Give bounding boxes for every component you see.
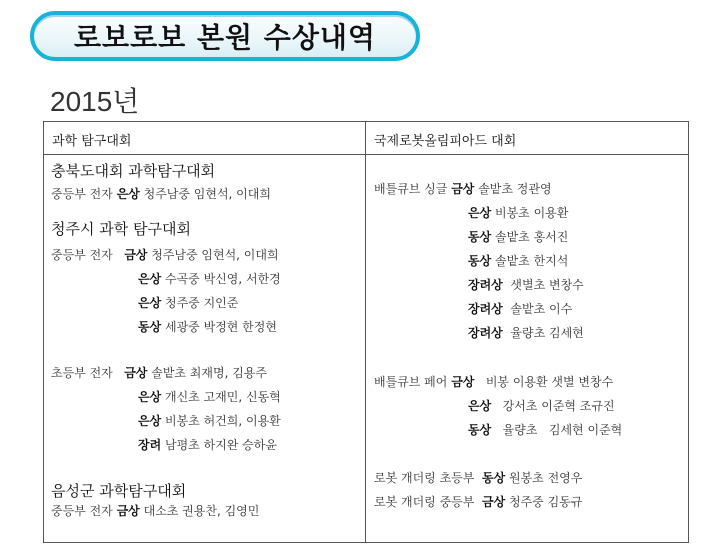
award-rank: 은상: [138, 296, 162, 310]
page-title: 로보로보 본원 수상내역: [74, 21, 376, 54]
award-rank: 장려상: [468, 278, 503, 292]
award-winners: 솔밭초 이수: [502, 302, 573, 316]
competition-title: 청주시 과학 탐구대회: [51, 220, 191, 238]
column-header-science: 과학 탐구대회: [52, 134, 132, 149]
award-rank: 동상: [138, 320, 162, 334]
award-rank: 은상: [468, 399, 492, 413]
award-entry: [138, 318, 277, 335]
table-header: [44, 122, 688, 155]
award-winners: 개신초 고재민, 신동혁: [161, 390, 281, 404]
award-division: 로봇 개더링 중등부: [374, 495, 482, 509]
award-winners: 원봉초 전영우: [505, 471, 583, 485]
award-rank: 동상: [482, 471, 506, 485]
award-entry: [51, 185, 271, 202]
award-rank: 은상: [138, 390, 162, 404]
award-entry: [138, 294, 238, 311]
award-entry: [468, 421, 622, 438]
year-heading: 2015년: [50, 86, 140, 117]
award-winners: 세광중 박정현 한정현: [161, 320, 277, 334]
award-entry: [374, 180, 552, 197]
award-division: 중등부 전자: [51, 504, 117, 518]
award-entry: [468, 324, 584, 341]
award-rank: 은상: [138, 414, 162, 428]
award-winners: 대소초 권용찬, 김영민: [139, 504, 260, 518]
award-rank: 장려상: [468, 302, 503, 316]
award-winners: 솔밭초 한지석: [491, 254, 569, 268]
award-entry: [51, 246, 279, 263]
award-winners: 청주중 지인준: [161, 296, 239, 310]
award-rank: 동상: [468, 254, 492, 268]
award-entry: [138, 270, 281, 287]
award-winners: 솔밭초 홍서진: [491, 230, 569, 244]
award-winners: 청주중 김동규: [505, 495, 583, 509]
award-entry: [51, 502, 259, 519]
competition-title: 음성군 과학탐구대회: [51, 482, 187, 500]
award-rank: 동상: [468, 423, 492, 437]
award-rank: 금상: [451, 375, 475, 389]
award-division: 배틀큐브 페어: [374, 375, 452, 389]
award-winners: 샛별초 변창수: [502, 278, 584, 292]
award-winners: 비봉 이용환 샛별 변창수: [474, 375, 614, 389]
award-entry: [374, 493, 582, 510]
award-division: 로봇 개더링 초등부: [374, 471, 482, 485]
award-entry: [468, 397, 615, 414]
award-entry: [468, 252, 568, 269]
award-entry: [468, 204, 568, 221]
award-entry: [374, 469, 582, 486]
awards-table: [43, 121, 689, 543]
award-winners: 청주남중 임현석, 이대희: [147, 248, 279, 262]
award-winners: 솔밭초 최재명, 김용주: [147, 366, 267, 380]
award-rank: 금상: [124, 366, 148, 380]
award-division: 초등부 전자: [51, 366, 125, 380]
award-rank: 금상: [124, 248, 148, 262]
award-entry: [51, 364, 267, 381]
award-winners: 남평초 하지완 승하윤: [161, 438, 277, 452]
award-entry: [468, 228, 568, 245]
competition-title: 충북도대회 과학탐구대회: [51, 162, 216, 180]
award-winners: 청주남중 임현석, 이대희: [139, 187, 271, 201]
award-winners: 비봉초 허건희, 이용환: [161, 414, 281, 428]
award-rank: 동상: [468, 230, 492, 244]
award-winners: 솔밭초 정관영: [474, 182, 552, 196]
award-entry: [468, 300, 572, 317]
award-rank: 금상: [482, 495, 506, 509]
award-rank: 은상: [138, 272, 162, 286]
award-winners: 수곡중 박신영, 서한경: [161, 272, 281, 286]
award-entry: [138, 388, 281, 405]
award-division: 배틀큐브 싱글: [374, 182, 452, 196]
award-winners: 강서초 이준혁 조규진: [491, 399, 615, 413]
award-division: 중등부 전자: [51, 187, 117, 201]
award-entry: [138, 412, 281, 429]
award-rank: 금상: [451, 182, 475, 196]
award-rank: 은상: [116, 187, 140, 201]
award-division: 중등부 전자: [51, 248, 125, 262]
award-rank: 은상: [468, 206, 492, 220]
column-header-robot-olympiad: 국제로봇올림피아드 대회: [374, 134, 517, 149]
award-winners: 비봉초 이용환: [491, 206, 569, 220]
award-winners: 율량초 김세현: [502, 326, 584, 340]
award-rank: 금상: [116, 504, 140, 518]
award-entry: [374, 373, 613, 390]
award-winners: 율량초 김세현 이준혁: [491, 423, 623, 437]
award-rank: 장려: [138, 438, 162, 452]
award-rank: 장려상: [468, 326, 503, 340]
column-divider: [365, 122, 366, 542]
award-entry: [138, 436, 277, 453]
page-title-banner: [30, 11, 420, 61]
award-entry: [468, 276, 584, 293]
